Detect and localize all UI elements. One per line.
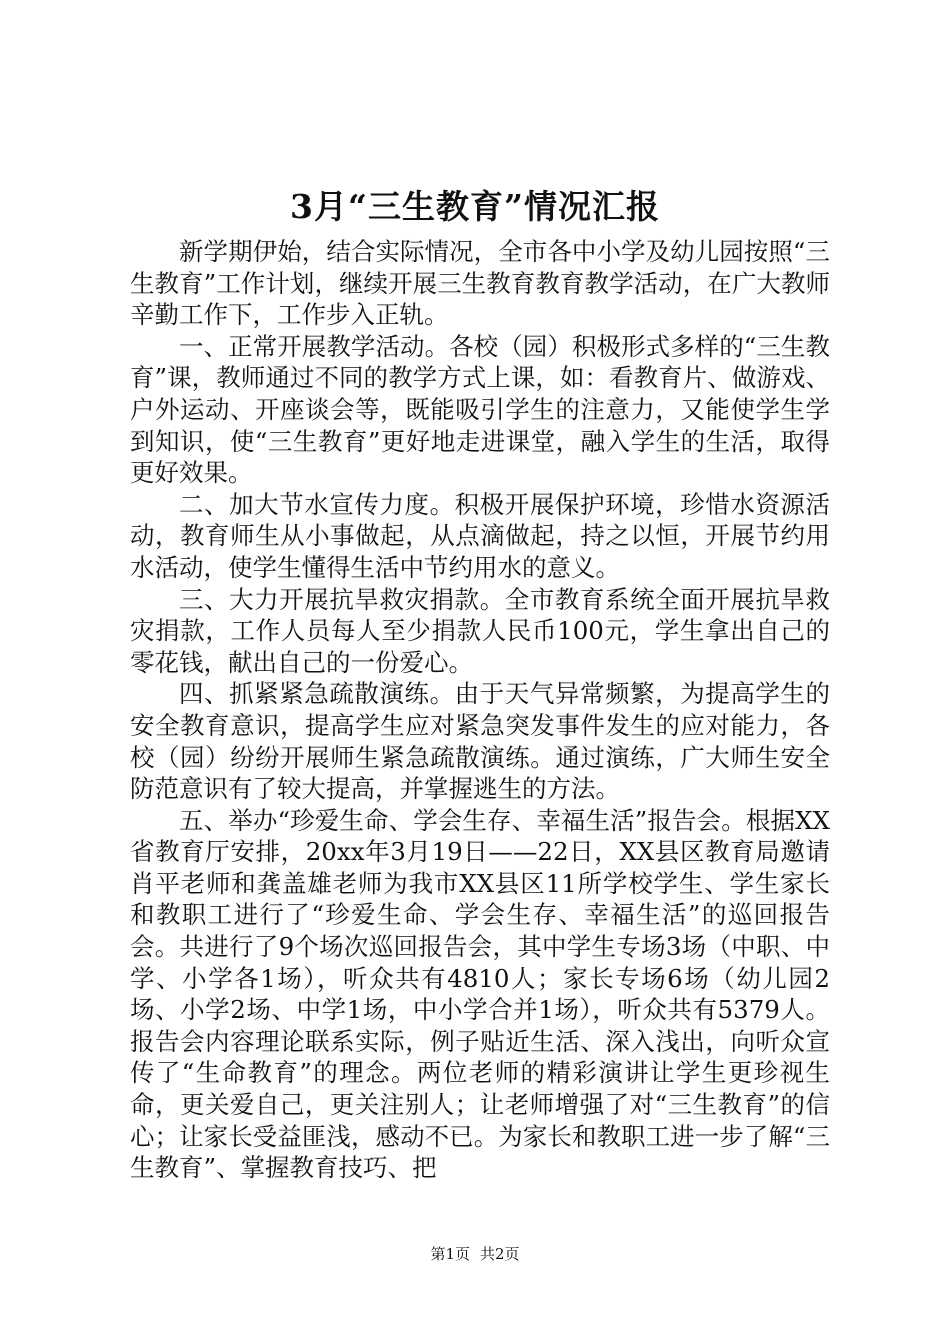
page-total: 共2页 (480, 1245, 520, 1263)
page-footer (0, 1244, 950, 1264)
document-title: 3月“三生教育”情况汇报 (290, 187, 660, 226)
document-body (130, 236, 830, 1184)
page-number: 第1页 (430, 1245, 470, 1263)
paragraph-section-3: 三、大力开展抗旱救灾捐款。全市教育系统全面开展抗旱救灾捐款，工作人员每人至少捐款人民币100元，学生拿出自己的零花钱，献出自己的一份爱心。 (130, 584, 830, 677)
paragraph-intro: 新学期伊始，结合实际情况，全市各中小学及幼儿园按照“三生教育”工作计划，继续开展三生教育教育教学活动，在广大教师辛勤工作下，工作步入正轨。 (130, 237, 830, 330)
paragraph-section-1: 一、正常开展教学活动。各校（园）积极形式多样的“三生教育”课，教师通过不同的教学方式上课，如：看教育片、做游戏、户外运动、开座谈会等，既能吸引学生的注意力，又能使学生学到知识，使“三生教育”更好地走进课堂，融入学生的生活，取得更好效果。 (130, 331, 830, 488)
paragraph-section-2: 二、加大节水宣传力度。积极开展保护环境，珍惜水资源活动，教育师生从小事做起，从点滴做起，持之以恒，开展节约用水活动，使学生懂得生活中节约用水的意义。 (130, 489, 830, 582)
paragraph-section-4: 四、抓紧紧急疏散演练。由于天气异常频繁，为提高学生的安全教育意识，提高学生应对紧急突发事件发生的应对能力，各校（园）纷纷开展师生紧急疏散演练。通过演练，广大师生安全防范意识有了较大提高，并掌握逃生的方法。 (130, 679, 830, 804)
paragraph-section-5: 五、举办“珍爱生命、学会生存、幸福生活”报告会。根据XX省教育厅安排，20xx年3月19日——22日，XX县区教育局邀请肖平老师和龚盖雄老师为我市XX县区11所学校学生、学生家长和教职工进行了“珍爱生命、学会生存、幸福生活”的巡回报告会。共进行了9个场次巡回报告会，其中学生专场3场（中职、中学、小学各1场），听众共有4810人；家长专场6场（幼儿园2场、小学2场、中学1场，中小学合并1场），听众共有5379人。报告会内容理论联系实际，例子贴近生活、深入浅出，向听众宣传了“生命教育”的理念。两位老师的精彩演讲让学生更珍视生命，更关爱自己，更关注别人；让老师增强了对“三生教育”的信心；让家长受益匪浅，感动不已。为家长和教职工进一步了解“三生教育”、掌握教育技巧、把 (130, 805, 830, 1183)
